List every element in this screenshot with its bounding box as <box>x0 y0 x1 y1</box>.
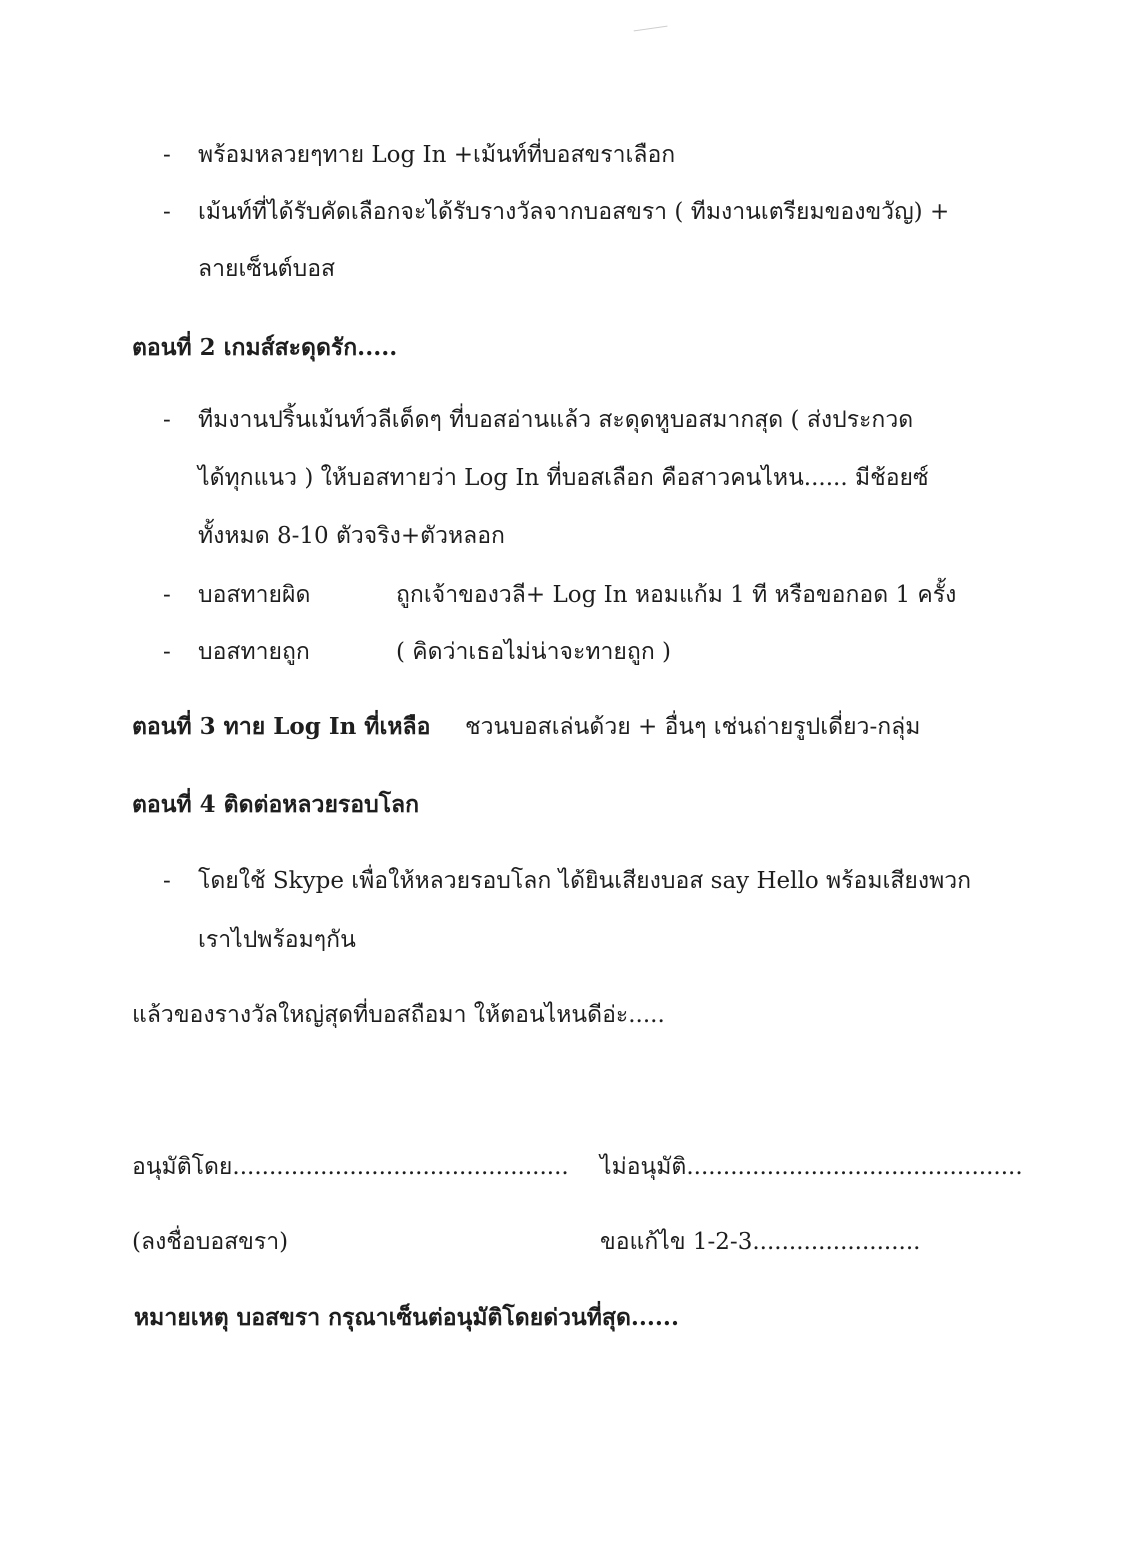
bullet-dash: - <box>163 199 171 225</box>
approve-signature-line: อนุมัติโดย.............................................. <box>132 1154 569 1180</box>
scan-mark <box>634 26 669 38</box>
bullet-dash: - <box>163 142 171 168</box>
bullet-dash: - <box>163 868 171 894</box>
outcome-result: ถูกเจ้าของวลี+ Log In หอมแก้ม 1 ที หรือขอกอด 1 ครั้ง <box>396 582 957 608</box>
bullet-text: ทีมงานปริ้นเม้นท์วลีเด็ดๆ ที่บอสอ่านแล้ว สะดุดหูบอสมากสุด ( ส่งประกวด <box>198 407 914 433</box>
bullet-text: พร้อมหลวยๆทาย Log In +เม้นท์ที่บอสขราเลือก <box>198 142 676 168</box>
outcome-label: บอสทายถูก <box>198 639 310 665</box>
outcome-label: บอสทายผิด <box>198 582 311 608</box>
note-text: หมายเหตุ บอสขรา กรุณาเซ็นต่อนุมัติโดยด่วนที่สุด...... <box>134 1304 679 1331</box>
bullet-text-continued: เราไปพร้อมๆกัน <box>198 927 356 953</box>
bullet-text-continued: ลายเซ็นต์บอส <box>198 256 336 282</box>
section-text: ชวนบอสเล่นด้วย + อื่นๆ เช่นถ่ายรูปเดี่ยว-กลุ่ม <box>465 714 921 740</box>
revise-line: ขอแก้ไข 1-2-3....................... <box>600 1229 921 1255</box>
bullet-text: เม้นท์ที่ได้รับคัดเลือกจะได้รับรางวัลจากบอสขรา ( ทีมงานเตรียมของขวัญ) + <box>198 199 950 225</box>
signer-label: (ลงชื่อบอสขรา) <box>132 1229 289 1255</box>
bullet-text-continued: ได้ทุกแนว ) ให้บอสทายว่า Log In ที่บอสเลือก คือสาวคนไหน...... มีช้อยซ์ <box>198 465 929 491</box>
section-heading: ตอนที่ 4 ติดต่อหลวยรอบโลก <box>132 791 420 818</box>
section-heading: ตอนที่ 3 ทาย Log In ที่เหลือ <box>132 713 431 740</box>
outcome-result: ( คิดว่าเธอไม่น่าจะทายถูก ) <box>396 639 672 665</box>
closing-text: แล้วของรางวัลใหญ่สุดที่บอสถือมา ให้ตอนไหนดีอ่ะ..... <box>132 1002 665 1028</box>
bullet-text-continued: ทั้งหมด 8-10 ตัวจริง+ตัวหลอก <box>198 523 505 549</box>
bullet-dash: - <box>163 582 171 608</box>
bullet-text: โดยใช้ Skype เพื่อให้หลวยรอบโลก ได้ยินเสียงบอส say Hello พร้อมเสียงพวก <box>198 868 972 894</box>
bullet-dash: - <box>163 407 171 433</box>
section-heading: ตอนที่ 2 เกมส์สะดุดรัก..... <box>132 334 398 361</box>
bullet-dash: - <box>163 639 171 665</box>
reject-signature-line: ไม่อนุมัติ.............................................. <box>600 1154 1023 1180</box>
